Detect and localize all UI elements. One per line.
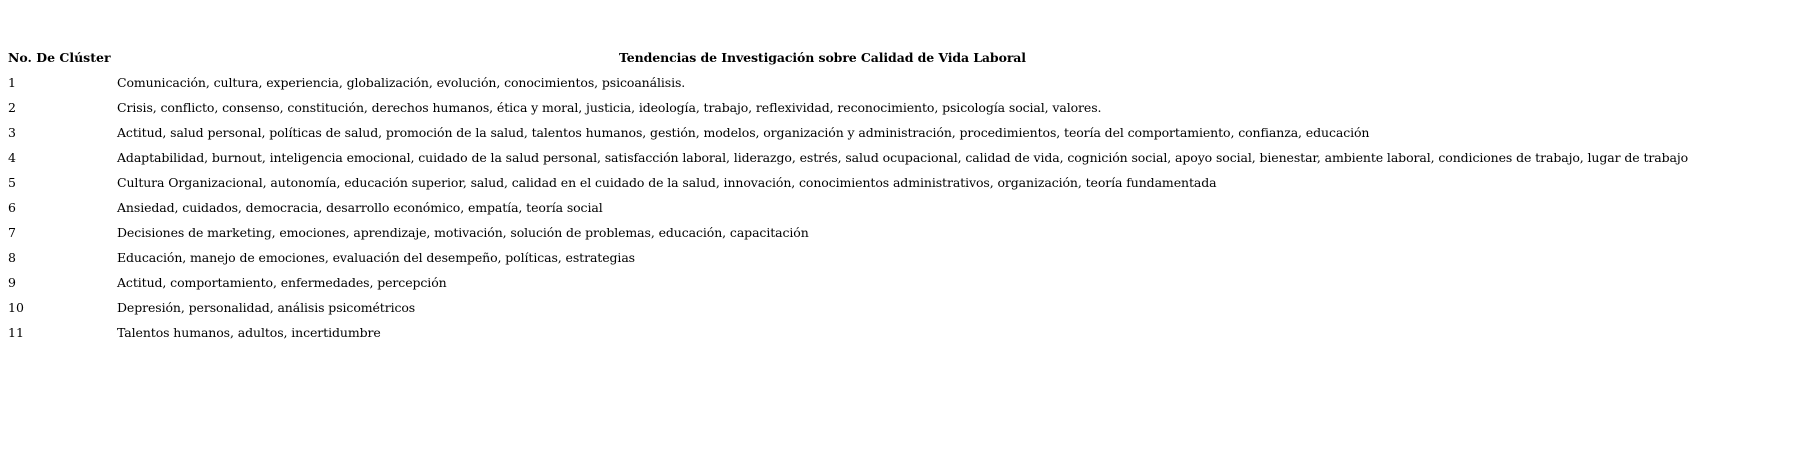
cluster-number: 4 — [8, 150, 16, 165]
cluster-number: 10 — [8, 300, 24, 315]
cluster-number: 9 — [8, 275, 16, 290]
cluster-trends: Educación, manejo de emociones, evaluación del desempeño, políticas, estrategias — [117, 250, 635, 265]
cluster-number: 8 — [8, 250, 16, 265]
table-row — [8, 320, 1808, 345]
table-row — [8, 170, 1808, 195]
cluster-number: 2 — [8, 100, 16, 115]
table-row — [8, 295, 1808, 320]
cluster-number: 7 — [8, 225, 16, 240]
cluster-trends: Adaptabilidad, burnout, inteligencia emocional, cuidado de la salud personal, satisfacción laboral, liderazgo, estrés, salud ocupacional, calidad de vida, cognición social, apoyo social, bienestar, ambiente laboral, condiciones de trabajo, lugar de trabajo — [117, 150, 1689, 165]
table-row — [8, 145, 1808, 170]
cluster-trends: Talentos humanos, adultos, incertidumbre — [117, 325, 381, 340]
header-cluster: No. De Clúster — [8, 50, 111, 65]
cluster-trends: Actitud, salud personal, políticas de salud, promoción de la salud, talentos humanos, gestión, modelos, organización y administración, procedimientos, teoría del comportamiento, confianza, educación — [117, 125, 1370, 140]
cluster-trends: Crisis, conflicto, consenso, constitución, derechos humanos, ética y moral, justicia, ideología, trabajo, reflexividad, reconocimiento, psicología social, valores. — [117, 100, 1102, 115]
table-row — [8, 195, 1808, 220]
header-trends: Tendencias de Investigación sobre Calidad de Vida Laboral — [619, 50, 1026, 65]
table-header — [8, 45, 1808, 70]
cluster-number: 11 — [8, 325, 24, 340]
cluster-trends: Decisiones de marketing, emociones, aprendizaje, motivación, solución de problemas, educación, capacitación — [117, 225, 809, 240]
cluster-number: 5 — [8, 175, 16, 190]
table-row — [8, 70, 1808, 95]
cluster-trends: Comunicación, cultura, experiencia, globalización, evolución, conocimientos, psicoanálisis. — [117, 75, 686, 90]
table-row — [8, 245, 1808, 270]
cluster-number: 3 — [8, 125, 16, 140]
table-row — [8, 270, 1808, 295]
table-row — [8, 95, 1808, 120]
cluster-trends: Cultura Organizacional, autonomía, educación superior, salud, calidad en el cuidado de la salud, innovación, conocimientos administrativos, organización, teoría fundamentada — [117, 175, 1217, 190]
cluster-trends: Actitud, comportamiento, enfermedades, percepción — [117, 275, 447, 290]
cluster-table — [8, 45, 1808, 345]
cluster-trends: Depresión, personalidad, análisis psicométricos — [117, 300, 416, 315]
cluster-trends: Ansiedad, cuidados, democracia, desarrollo económico, empatía, teoría social — [117, 200, 603, 215]
table-row — [8, 120, 1808, 145]
table-row — [8, 220, 1808, 245]
cluster-number: 1 — [8, 75, 16, 90]
cluster-number: 6 — [8, 200, 16, 215]
